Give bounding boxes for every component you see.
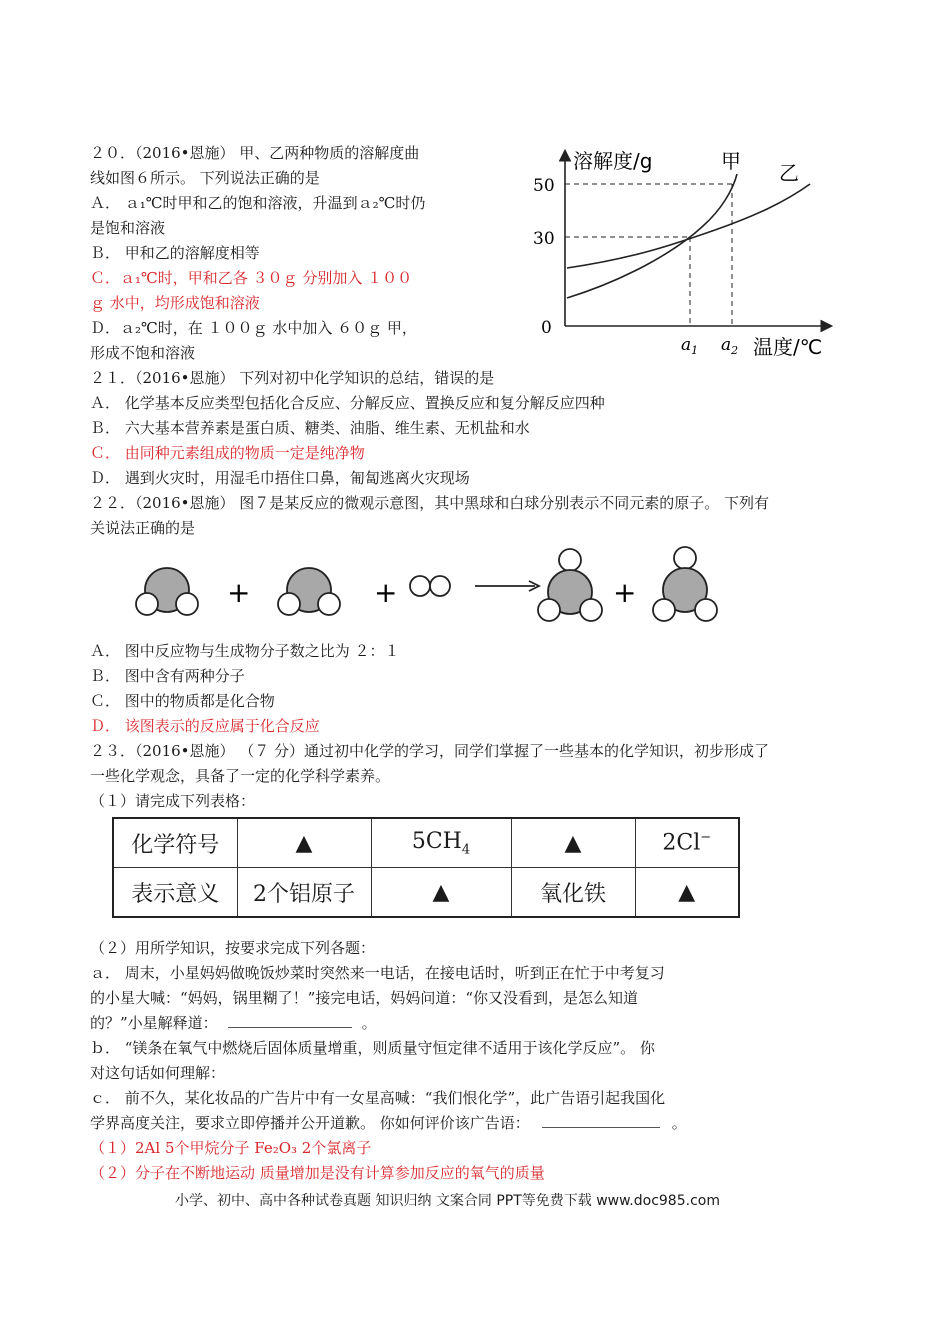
q23-a-line2: 的小星大喊：“妈妈，锅里糊了！”接完电话，妈妈问道：“你又没看到，是怎么知道 — [90, 989, 639, 1007]
q22-option-c: Ｃ． 图中的物质都是化合物 — [90, 692, 275, 710]
q23-b-line2: 对这句话如何理解： — [90, 1064, 226, 1082]
tick-30: 30 — [533, 229, 555, 249]
q23-answer-2: （２）分子在不断地运动 质量增加是没有计算参加反应的氧气的质量 — [90, 1164, 545, 1182]
curve-yi — [567, 184, 810, 268]
q20-option-b: Ｂ． 甲和乙的溶解度相等 — [90, 244, 260, 262]
q22-option-b: Ｂ． 图中含有两种分子 — [90, 667, 245, 685]
q23-a-line3: 的？”小星解释道： 。 — [90, 1014, 377, 1032]
q23-part2: （２）用所学知识，按要求完成下列各题： — [90, 939, 376, 957]
table-cell: ▲ — [237, 818, 371, 868]
reactant-molecule-1 — [136, 568, 198, 615]
q23-b-line1: ｂ． “镁条在氧气中燃烧后固体质量增重，则质量守恒定律不适用于该化学反应”。 你 — [90, 1039, 655, 1057]
q23-part1: （１）请完成下列表格： — [90, 792, 256, 810]
x-axis-label: 温度/℃ — [753, 335, 823, 359]
q22-option-a: Ａ． 图中反应物与生成物分子数之比为 ２：１ — [90, 642, 400, 660]
table-cell: 氧化铁 — [511, 868, 635, 918]
q20-option-d-line1: Ｄ．ａ₂℃时，在 １００ｇ 水中加入 ６０ｇ 甲， — [90, 319, 417, 337]
tick-0: 0 — [541, 318, 552, 338]
q23-stem-line1: ２３．（2016•恩施） （７ 分）通过初中化学的学习，同学们掌握了一些基本的化学知识，初步形成了 — [90, 742, 770, 760]
curve-jia — [567, 174, 737, 298]
table-head-meaning: 表示意义 — [113, 868, 237, 918]
q21-option-b: Ｂ． 六大基本营养素是蛋白质、糖类、油脂、维生素、无机盐和水 — [90, 419, 530, 437]
q23-c-line2: 学界高度关注，要求立即停播并公开道歉。 你如何评价该广告语： 。 — [90, 1114, 687, 1132]
answer-blank-c[interactable] — [542, 1113, 660, 1128]
tick-a2: $a_2$ — [721, 335, 739, 357]
answer-blank-a[interactable] — [228, 1013, 352, 1028]
q23-c-line1: ｃ． 前不久，某化妆品的广告片中有一女星高喊：“我们恨化学”，此广告语引起我国化 — [90, 1089, 666, 1107]
plus-sign-1: + — [227, 576, 251, 609]
q20-option-a-line1: Ａ． ａ₁℃时甲和乙的饱和溶液，升温到ａ₂℃时仍 — [90, 194, 426, 212]
q21-option-d: Ｄ． 遇到火灾时，用湿毛巾捂住口鼻，匍匐逃离火灾现场 — [90, 469, 470, 487]
series-label-jia: 甲 — [721, 149, 741, 173]
reactant-molecule-2 — [278, 568, 340, 615]
plus-sign-2: + — [374, 576, 398, 609]
page-footer: 小学、初中、高中各种试卷真题 知识归纳 文案合同 PPT等免费下载 www.doc985.com — [175, 1193, 720, 1209]
table-cell: ▲ — [635, 868, 739, 918]
table-cell: 2个铝原子 — [237, 868, 371, 918]
q21-stem: ２１．（2016•恩施） 下列对初中化学知识的总结，错误的是 — [90, 369, 495, 387]
product-molecule-1 — [538, 549, 602, 621]
series-label-yi: 乙 — [779, 161, 799, 185]
solubility-curve-graph — [525, 140, 845, 360]
tick-50: 50 — [533, 176, 555, 196]
reactant-molecule-3 — [410, 576, 450, 596]
chemistry-symbol-table — [112, 817, 740, 918]
product-molecule-2 — [653, 547, 717, 621]
q20-option-a-line2: 是饱和溶液 — [90, 219, 166, 237]
table-cell: 2Cl− — [635, 818, 739, 868]
q20-option-c-line2: ｇ 水中，均形成饱和溶液 — [90, 294, 260, 312]
table-head-symbol: 化学符号 — [113, 818, 237, 868]
q22-stem-line2: 关说法正确的是 — [90, 519, 196, 537]
q20-option-d-line2: 形成不饱和溶液 — [90, 344, 196, 362]
q23-stem-line2: 一些化学观念，具备了一定的化学科学素养。 — [90, 767, 391, 785]
q20-stem-line2: 线如图６所示。 下列说法正确的是 — [90, 169, 320, 187]
q22-stem-line1: ２２．（2016•恩施） 图７是某反应的微观示意图，其中黑球和白球分别表示不同元素的原子。 下列有 — [90, 494, 770, 512]
table-row — [113, 868, 739, 918]
table-cell: ▲ — [371, 868, 511, 918]
reaction-micro-diagram — [125, 540, 725, 632]
q23-answer-1: （１）2Al 5个甲烷分子 Fe₂O₃ 2个氯离子 — [90, 1139, 372, 1157]
tick-a1: $a_1$ — [681, 335, 699, 357]
q21-option-c: Ｃ． 由同种元素组成的物质一定是纯净物 — [90, 444, 365, 462]
table-cell: $5CH_4$ — [371, 818, 511, 868]
q23-a-line1: ａ． 周末，小星妈妈做晚饭炒菜时突然来一电话，在接电话时，听到正在忙于中考复习 — [90, 964, 665, 982]
table-cell: ▲ — [511, 818, 635, 868]
q20-option-c-line1: Ｃ．ａ₁℃时，甲和乙各 ３０ｇ 分别加入 １００ — [90, 269, 413, 287]
q21-option-a: Ａ． 化学基本反应类型包括化合反应、分解反应、置换反应和复分解反应四种 — [90, 394, 605, 412]
table-row — [113, 818, 739, 868]
q22-option-d: Ｄ． 该图表示的反应属于化合反应 — [90, 717, 320, 735]
q20-stem-line1: ２０．（2016•恩施） 甲、乙两种物质的溶解度曲 — [90, 144, 420, 162]
y-axis-label: 溶解度/g — [573, 149, 653, 173]
plus-sign-3: + — [613, 576, 637, 609]
